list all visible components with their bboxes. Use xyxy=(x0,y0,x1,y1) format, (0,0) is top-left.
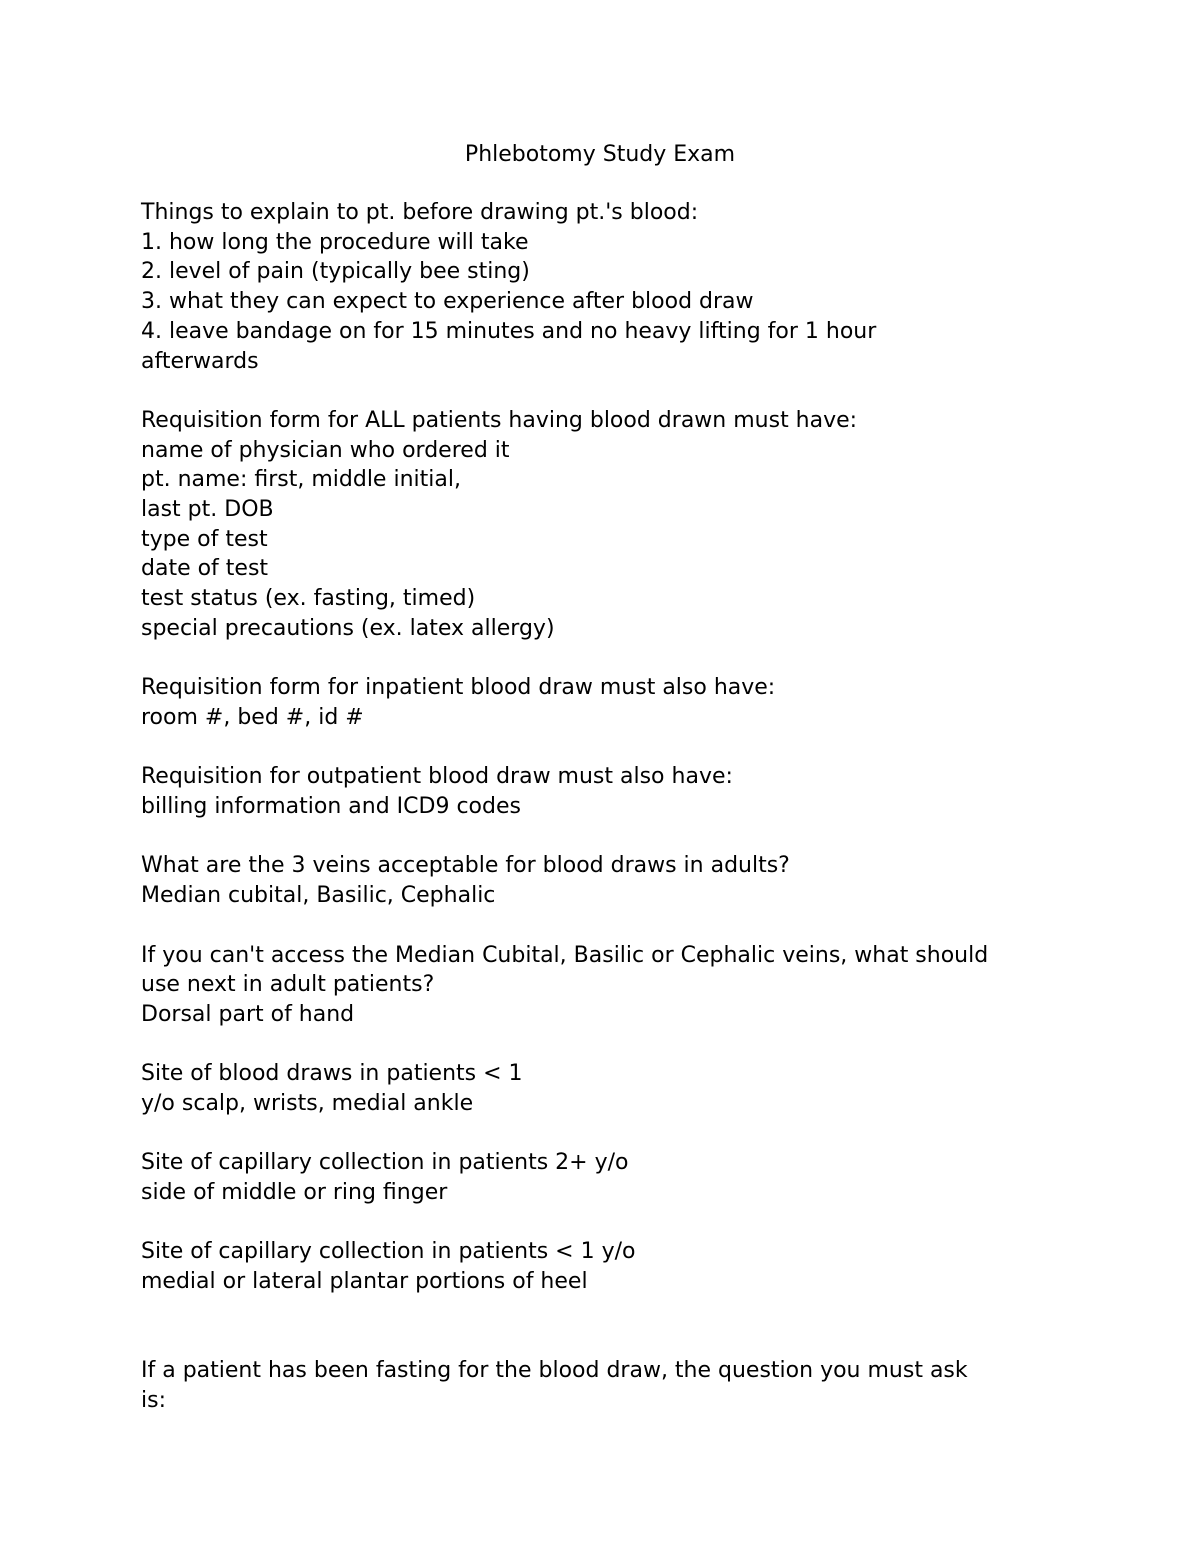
paragraph-spacer xyxy=(141,1297,1061,1356)
paragraph-spacer xyxy=(141,376,1061,406)
list-item: test status (ex. fasting, timed) xyxy=(141,586,476,612)
section-heading: Things to explain to pt. before drawing pt.'s blood: xyxy=(141,200,699,225)
answer-line: medial or lateral plantar portions of heel xyxy=(141,1269,588,1295)
list-item: 3. what they can expect to experience after blood draw xyxy=(141,289,754,315)
paragraph-spacer xyxy=(141,1119,1061,1149)
section-heading: Requisition for outpatient blood draw must also have: xyxy=(141,764,733,790)
list-item-continuation: afterwards xyxy=(141,348,259,374)
page-title: Phlebotomy Study Exam xyxy=(464,142,736,167)
answer-line: billing information and ICD9 codes xyxy=(141,794,521,820)
question-line: Site of capillary collection in patients < 1 y/o xyxy=(141,1239,636,1265)
list-item: 4. leave bandage on for 15 minutes and no heavy lifting for 1 hour xyxy=(141,318,877,344)
section-heading: Requisition form for inpatient blood draw must also have: xyxy=(141,675,776,701)
paragraph-spacer xyxy=(141,644,1061,674)
list-item: name of physician who ordered it xyxy=(141,437,510,463)
list-item: date of test xyxy=(141,556,269,582)
list-item: 1. how long the procedure will take xyxy=(141,229,529,255)
answer-line: side of middle or ring finger xyxy=(141,1180,448,1206)
question-line: Site of blood draws in patients < 1 xyxy=(141,1061,523,1087)
question-line: What are the 3 veins acceptable for blood draws in adults? xyxy=(141,853,790,879)
list-item: last pt. DOB xyxy=(141,497,274,523)
document-body xyxy=(141,198,1061,1416)
question-line-continuation: use next in adult patients? xyxy=(141,972,435,998)
list-item: type of test xyxy=(141,526,268,552)
paragraph-spacer xyxy=(141,733,1061,763)
paragraph-spacer xyxy=(141,911,1061,941)
paragraph-spacer xyxy=(141,1030,1061,1060)
paragraph-spacer xyxy=(141,822,1061,852)
question-line: Site of capillary collection in patients 2+ y/o xyxy=(141,1150,629,1176)
list-item: pt. name: first, middle initial, xyxy=(141,467,461,493)
paragraph-spacer xyxy=(141,1208,1061,1238)
answer-line: y/o scalp, wrists, medial ankle xyxy=(141,1091,474,1116)
answer-line: Dorsal part of hand xyxy=(141,1001,355,1027)
list-item: 2. level of pain (typically bee sting) xyxy=(141,259,530,285)
section-heading: Requisition form for ALL patients having blood drawn must have: xyxy=(141,407,858,433)
question-line: If a patient has been fasting for the blood draw, the question you must ask xyxy=(141,1358,968,1384)
answer-line: Median cubital, Basilic, Cephalic xyxy=(141,883,496,909)
list-item: special precautions (ex. latex allergy) xyxy=(141,615,555,641)
answer-line: room #, bed #, id # xyxy=(141,704,364,730)
question-line: If you can't access the Median Cubital, Basilic or Cephalic veins, what should xyxy=(141,942,989,968)
question-line-continuation: is: xyxy=(141,1387,166,1413)
